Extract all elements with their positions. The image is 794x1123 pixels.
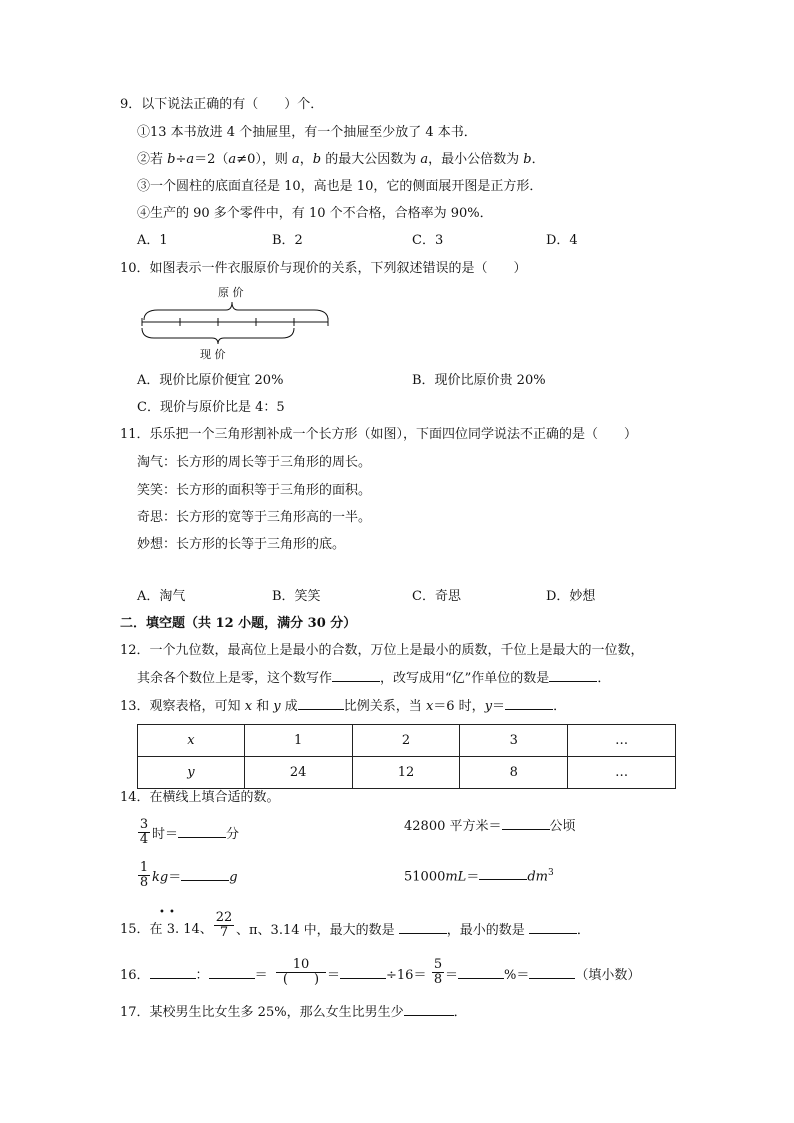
- q14-item-3: 42800 平方米＝ 公顷: [404, 819, 576, 834]
- q10-stem: 10．如图表示一件衣服原价与现价的关系，下列叙述错误的是（ ）: [120, 261, 527, 276]
- q14-fraction-1: $\frac{3}{4}$: [139, 817, 149, 847]
- q16-blank-2[interactable]: [209, 966, 255, 979]
- q10-option-b: B．现价比原价贵 20%: [412, 373, 546, 388]
- q16-blank-4[interactable]: [458, 966, 504, 979]
- q15-blank-1[interactable]: [399, 921, 447, 934]
- q11-statement-xiaoxiao: 笑笑：长方形的面积等于三角形的面积。: [137, 483, 372, 498]
- q9-option-c: C．3: [412, 233, 444, 248]
- q14-item-4: $51000mL= dm^3$: [404, 868, 554, 885]
- q16-blank-5[interactable]: [529, 966, 575, 979]
- q17-blank[interactable]: [404, 1003, 454, 1016]
- repeating-dot-2: •: [169, 907, 175, 918]
- q11-statement-miaoxiang: 妙想：长方形的长等于三角形的底。: [137, 537, 346, 552]
- q14-item-2: kg＝ g: [152, 870, 238, 885]
- q13-stem: 13．观察表格，可知 x 和 y 成 比例关系，当 x＝6 时，y＝ ．: [120, 699, 567, 714]
- price-diagram: [138, 284, 333, 364]
- q13-blank-1[interactable]: [298, 697, 344, 710]
- q16-part-1: 16． ： ＝: [120, 968, 268, 983]
- q13-table: [137, 724, 676, 789]
- q17: 17．某校男生比女生多 25%，那么女生比男生少 ．: [120, 1005, 467, 1020]
- section-heading-fill-in: 二．填空题（共 12 小题，满分 30 分）: [120, 616, 357, 631]
- q9-option-a: A．1: [137, 233, 168, 248]
- q9-option-d: D．4: [546, 233, 578, 248]
- current-price-label: 现 价: [200, 348, 226, 361]
- q11-option-a: A．淘气: [137, 589, 186, 604]
- q14-stem: 14．在横线上填合适的数。: [120, 790, 280, 805]
- q11-stem: 11．乐乐把一个三角形割补成一个长方形（如图），下面四位同学说法不正确的是（ ）: [120, 427, 638, 442]
- q14-fraction-2: $\frac{1}{8}$: [139, 860, 149, 890]
- q9-stem: 9．以下说法正确的有（ ）个．: [120, 97, 324, 112]
- repeating-dot-1: •: [159, 907, 165, 918]
- q9-statement-2: ②若 b÷a＝2（a≠0），则 a，b 的最大公因数为 a，最小公倍数为 b．: [137, 152, 545, 167]
- q9-statement-3: ③一个圆柱的底面直径是 10，高也是 10，它的侧面展开图是正方形．: [137, 179, 543, 194]
- table-row: y 24 12 8 …: [138, 757, 676, 789]
- q16-fraction-2: $\frac{5}{8}$: [433, 957, 443, 987]
- q13-blank-2[interactable]: [505, 697, 553, 710]
- q15-rest: 、π、3.14 中，最大的数是 ，最小的数是 ．: [236, 923, 590, 938]
- q16-blank-1[interactable]: [150, 966, 196, 979]
- q9-option-b: B．2: [272, 233, 303, 248]
- q12-blank-2[interactable]: [549, 669, 597, 682]
- q12-line-2: 其余各个数位上是零，这个数写作 ，改写成用“亿”作单位的数是 ．: [137, 671, 611, 686]
- q14-item-1: 时＝ 分: [152, 827, 240, 842]
- q16-part-2: ＝ ÷16＝: [327, 968, 427, 983]
- q11-statement-taoqi: 淘气：长方形的周长等于三角形的周长。: [137, 455, 372, 470]
- q14-blank-3[interactable]: [502, 817, 550, 830]
- q14-blank-1[interactable]: [178, 825, 226, 838]
- q15-blank-2[interactable]: [529, 921, 577, 934]
- q14-blank-2[interactable]: [181, 868, 229, 881]
- q11-statement-qisi: 奇思：长方形的宽等于三角形高的一半。: [137, 510, 372, 525]
- table-row: x 1 2 3 …: [138, 725, 676, 757]
- q10-option-c: C．现价与原价比是 4：5: [137, 400, 285, 415]
- q9-statement-4: ④生产的 90 多个零件中，有 10 个不合格，合格率为 90%．: [137, 206, 493, 221]
- q10-option-a: A．现价比原价便宜 20%: [137, 373, 284, 388]
- q16-fraction-1: 10 ( ): [276, 958, 326, 987]
- q11-option-c: C．奇思: [412, 589, 461, 604]
- q11-option-b: B．笑笑: [272, 589, 321, 604]
- original-price-label: 原 价: [218, 286, 244, 299]
- q16-part-3: ＝ %＝ （填小数）: [445, 968, 641, 983]
- q15-prefix: 15．在 3. 14、: [120, 922, 213, 937]
- brace-diagram: [138, 284, 333, 364]
- q12-line-1: 12．一个九位数，最高位上是最小的合数，万位上是最小的质数，千位上是最大的一位数，: [120, 643, 644, 658]
- q12-blank-1[interactable]: [332, 669, 380, 682]
- q16-blank-3[interactable]: [340, 966, 386, 979]
- q14-blank-4[interactable]: [479, 867, 527, 880]
- q11-option-d: D．妙想: [546, 589, 596, 604]
- q9-statement-1: ①13 本书放进 4 个抽屉里，有一个抽屉至少放了 4 本书．: [137, 125, 477, 140]
- q15-fraction: $\frac{22}{7}$: [215, 910, 233, 940]
